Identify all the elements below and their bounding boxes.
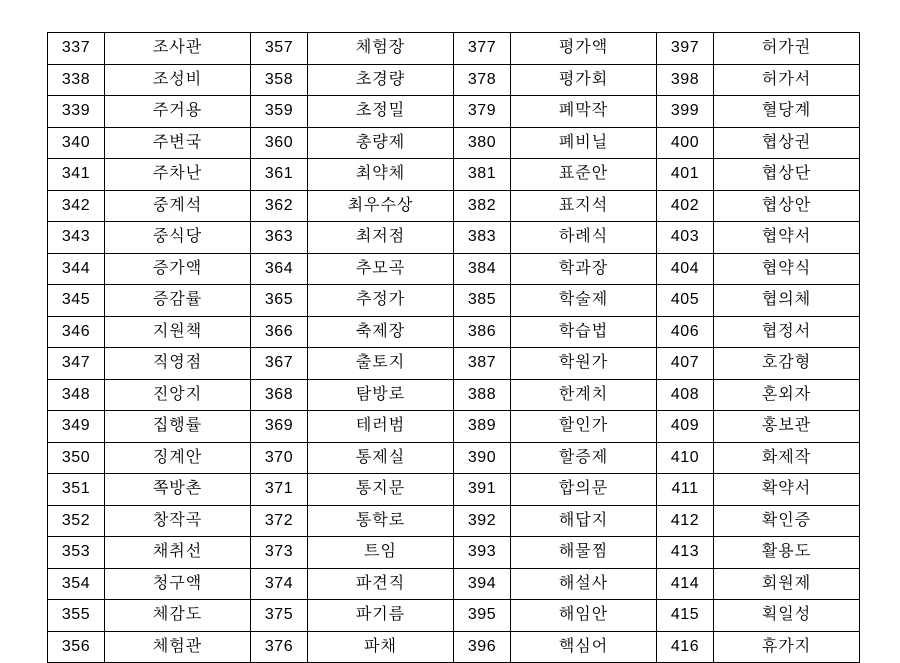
table-row xyxy=(48,96,860,128)
table-cell-number: 364 xyxy=(251,253,308,285)
table-cell-word: 통학로 xyxy=(308,505,454,537)
table-cell-number: 392 xyxy=(454,505,511,537)
table-cell-word: 학원가 xyxy=(511,348,657,380)
table-cell-word: 하례식 xyxy=(511,222,657,254)
table-cell-number: 406 xyxy=(657,316,714,348)
table-cell-word: 체험장 xyxy=(308,33,454,65)
word-list-table-wrapper xyxy=(47,32,853,663)
table-cell-word: 휴가지 xyxy=(714,631,860,663)
table-row xyxy=(48,411,860,443)
table-cell-word: 파기름 xyxy=(308,600,454,632)
table-cell-word: 폐막작 xyxy=(511,96,657,128)
table-row xyxy=(48,348,860,380)
table-cell-number: 361 xyxy=(251,159,308,191)
table-cell-word: 협약식 xyxy=(714,253,860,285)
table-cell-number: 357 xyxy=(251,33,308,65)
table-cell-number: 340 xyxy=(48,127,105,159)
table-cell-word: 집행률 xyxy=(105,411,251,443)
table-cell-number: 414 xyxy=(657,568,714,600)
table-cell-number: 358 xyxy=(251,64,308,96)
table-cell-word: 화제작 xyxy=(714,442,860,474)
table-cell-word: 획일성 xyxy=(714,600,860,632)
table-cell-word: 통지문 xyxy=(308,474,454,506)
table-row xyxy=(48,631,860,663)
table-cell-word: 최우수상 xyxy=(308,190,454,222)
table-cell-word: 표지석 xyxy=(511,190,657,222)
table-cell-word: 평가회 xyxy=(511,64,657,96)
table-row xyxy=(48,316,860,348)
table-cell-number: 367 xyxy=(251,348,308,380)
table-cell-number: 399 xyxy=(657,96,714,128)
table-cell-number: 402 xyxy=(657,190,714,222)
table-cell-number: 347 xyxy=(48,348,105,380)
table-cell-number: 394 xyxy=(454,568,511,600)
table-cell-number: 356 xyxy=(48,631,105,663)
table-cell-word: 학술제 xyxy=(511,285,657,317)
table-cell-word: 홍보관 xyxy=(714,411,860,443)
table-cell-number: 362 xyxy=(251,190,308,222)
table-cell-number: 372 xyxy=(251,505,308,537)
table-cell-word: 주차난 xyxy=(105,159,251,191)
table-cell-word: 협정서 xyxy=(714,316,860,348)
table-cell-word: 학과장 xyxy=(511,253,657,285)
table-cell-word: 활용도 xyxy=(714,537,860,569)
table-cell-number: 379 xyxy=(454,96,511,128)
table-cell-number: 369 xyxy=(251,411,308,443)
table-cell-number: 342 xyxy=(48,190,105,222)
table-row xyxy=(48,568,860,600)
table-row xyxy=(48,537,860,569)
table-cell-word: 조성비 xyxy=(105,64,251,96)
table-cell-word: 협상안 xyxy=(714,190,860,222)
table-cell-number: 386 xyxy=(454,316,511,348)
table-cell-word: 트임 xyxy=(308,537,454,569)
word-list-table-body xyxy=(48,33,860,663)
table-cell-word: 학습법 xyxy=(511,316,657,348)
table-row xyxy=(48,600,860,632)
table-cell-word: 지원책 xyxy=(105,316,251,348)
table-cell-number: 385 xyxy=(454,285,511,317)
table-row xyxy=(48,222,860,254)
table-cell-word: 초경량 xyxy=(308,64,454,96)
table-cell-number: 368 xyxy=(251,379,308,411)
table-cell-number: 378 xyxy=(454,64,511,96)
table-cell-number: 355 xyxy=(48,600,105,632)
table-row xyxy=(48,253,860,285)
table-cell-word: 초정밀 xyxy=(308,96,454,128)
table-cell-number: 387 xyxy=(454,348,511,380)
table-cell-word: 쪽방촌 xyxy=(105,474,251,506)
table-cell-word: 표준안 xyxy=(511,159,657,191)
table-cell-number: 382 xyxy=(454,190,511,222)
table-cell-word: 진앙지 xyxy=(105,379,251,411)
table-cell-word: 핵심어 xyxy=(511,631,657,663)
table-cell-number: 341 xyxy=(48,159,105,191)
table-cell-word: 협상단 xyxy=(714,159,860,191)
word-list-table xyxy=(47,32,860,663)
table-cell-number: 384 xyxy=(454,253,511,285)
table-cell-word: 최약체 xyxy=(308,159,454,191)
table-cell-word: 청구액 xyxy=(105,568,251,600)
table-cell-number: 410 xyxy=(657,442,714,474)
table-cell-number: 349 xyxy=(48,411,105,443)
table-cell-number: 346 xyxy=(48,316,105,348)
table-cell-word: 중계석 xyxy=(105,190,251,222)
table-cell-word: 체험관 xyxy=(105,631,251,663)
table-cell-word: 호감형 xyxy=(714,348,860,380)
table-cell-word: 총량제 xyxy=(308,127,454,159)
table-cell-number: 373 xyxy=(251,537,308,569)
table-cell-word: 테러범 xyxy=(308,411,454,443)
table-cell-word: 평가액 xyxy=(511,33,657,65)
table-cell-number: 415 xyxy=(657,600,714,632)
table-cell-word: 협상권 xyxy=(714,127,860,159)
table-cell-word: 할증제 xyxy=(511,442,657,474)
table-cell-number: 360 xyxy=(251,127,308,159)
table-cell-word: 추모곡 xyxy=(308,253,454,285)
table-row xyxy=(48,285,860,317)
table-cell-word: 증감률 xyxy=(105,285,251,317)
table-row xyxy=(48,64,860,96)
table-cell-number: 371 xyxy=(251,474,308,506)
table-cell-number: 388 xyxy=(454,379,511,411)
table-cell-word: 확인증 xyxy=(714,505,860,537)
table-cell-number: 416 xyxy=(657,631,714,663)
table-cell-number: 363 xyxy=(251,222,308,254)
table-cell-word: 조사관 xyxy=(105,33,251,65)
table-cell-word: 혼외자 xyxy=(714,379,860,411)
table-cell-word: 합의문 xyxy=(511,474,657,506)
table-cell-word: 주거용 xyxy=(105,96,251,128)
table-cell-number: 409 xyxy=(657,411,714,443)
table-cell-word: 회원제 xyxy=(714,568,860,600)
table-cell-word: 직영점 xyxy=(105,348,251,380)
table-cell-number: 396 xyxy=(454,631,511,663)
table-cell-number: 374 xyxy=(251,568,308,600)
table-cell-number: 350 xyxy=(48,442,105,474)
table-row xyxy=(48,379,860,411)
table-cell-number: 375 xyxy=(251,600,308,632)
table-cell-word: 허가권 xyxy=(714,33,860,65)
table-cell-word: 허가서 xyxy=(714,64,860,96)
table-cell-word: 해물찜 xyxy=(511,537,657,569)
table-cell-number: 398 xyxy=(657,64,714,96)
table-cell-number: 337 xyxy=(48,33,105,65)
table-cell-word: 해설사 xyxy=(511,568,657,600)
table-cell-number: 377 xyxy=(454,33,511,65)
table-cell-word: 통제실 xyxy=(308,442,454,474)
table-cell-word: 협약서 xyxy=(714,222,860,254)
table-cell-number: 359 xyxy=(251,96,308,128)
table-cell-word: 출토지 xyxy=(308,348,454,380)
table-cell-number: 380 xyxy=(454,127,511,159)
table-cell-number: 391 xyxy=(454,474,511,506)
table-cell-number: 405 xyxy=(657,285,714,317)
table-cell-number: 344 xyxy=(48,253,105,285)
table-cell-number: 338 xyxy=(48,64,105,96)
table-row xyxy=(48,505,860,537)
table-cell-number: 353 xyxy=(48,537,105,569)
table-cell-number: 352 xyxy=(48,505,105,537)
table-cell-word: 파견직 xyxy=(308,568,454,600)
table-cell-number: 413 xyxy=(657,537,714,569)
table-cell-number: 400 xyxy=(657,127,714,159)
table-cell-word: 혈당계 xyxy=(714,96,860,128)
table-cell-word: 최저점 xyxy=(308,222,454,254)
table-cell-number: 343 xyxy=(48,222,105,254)
table-cell-word: 해답지 xyxy=(511,505,657,537)
table-cell-number: 381 xyxy=(454,159,511,191)
table-cell-number: 397 xyxy=(657,33,714,65)
table-row xyxy=(48,33,860,65)
table-row xyxy=(48,190,860,222)
table-cell-number: 339 xyxy=(48,96,105,128)
table-cell-number: 404 xyxy=(657,253,714,285)
table-cell-number: 376 xyxy=(251,631,308,663)
table-cell-number: 365 xyxy=(251,285,308,317)
table-cell-number: 403 xyxy=(657,222,714,254)
table-cell-number: 366 xyxy=(251,316,308,348)
table-cell-number: 395 xyxy=(454,600,511,632)
table-cell-word: 확약서 xyxy=(714,474,860,506)
table-cell-number: 354 xyxy=(48,568,105,600)
table-cell-number: 390 xyxy=(454,442,511,474)
table-cell-word: 추정가 xyxy=(308,285,454,317)
table-cell-word: 해임안 xyxy=(511,600,657,632)
table-cell-number: 370 xyxy=(251,442,308,474)
table-row xyxy=(48,159,860,191)
table-cell-word: 체감도 xyxy=(105,600,251,632)
table-cell-word: 한계치 xyxy=(511,379,657,411)
table-cell-word: 협의체 xyxy=(714,285,860,317)
table-cell-word: 채취선 xyxy=(105,537,251,569)
table-cell-word: 할인가 xyxy=(511,411,657,443)
table-cell-number: 401 xyxy=(657,159,714,191)
table-cell-word: 주변국 xyxy=(105,127,251,159)
table-cell-word: 징계안 xyxy=(105,442,251,474)
table-cell-number: 351 xyxy=(48,474,105,506)
table-cell-word: 축제장 xyxy=(308,316,454,348)
table-cell-word: 탐방로 xyxy=(308,379,454,411)
table-row xyxy=(48,127,860,159)
table-cell-number: 383 xyxy=(454,222,511,254)
table-cell-number: 407 xyxy=(657,348,714,380)
table-cell-number: 412 xyxy=(657,505,714,537)
table-cell-word: 중식당 xyxy=(105,222,251,254)
table-cell-word: 폐비닐 xyxy=(511,127,657,159)
table-cell-word: 창작곡 xyxy=(105,505,251,537)
table-cell-number: 408 xyxy=(657,379,714,411)
table-cell-number: 389 xyxy=(454,411,511,443)
table-row xyxy=(48,474,860,506)
table-cell-word: 증가액 xyxy=(105,253,251,285)
table-cell-number: 393 xyxy=(454,537,511,569)
table-cell-number: 348 xyxy=(48,379,105,411)
table-row xyxy=(48,442,860,474)
table-cell-number: 411 xyxy=(657,474,714,506)
table-cell-word: 파채 xyxy=(308,631,454,663)
table-cell-number: 345 xyxy=(48,285,105,317)
